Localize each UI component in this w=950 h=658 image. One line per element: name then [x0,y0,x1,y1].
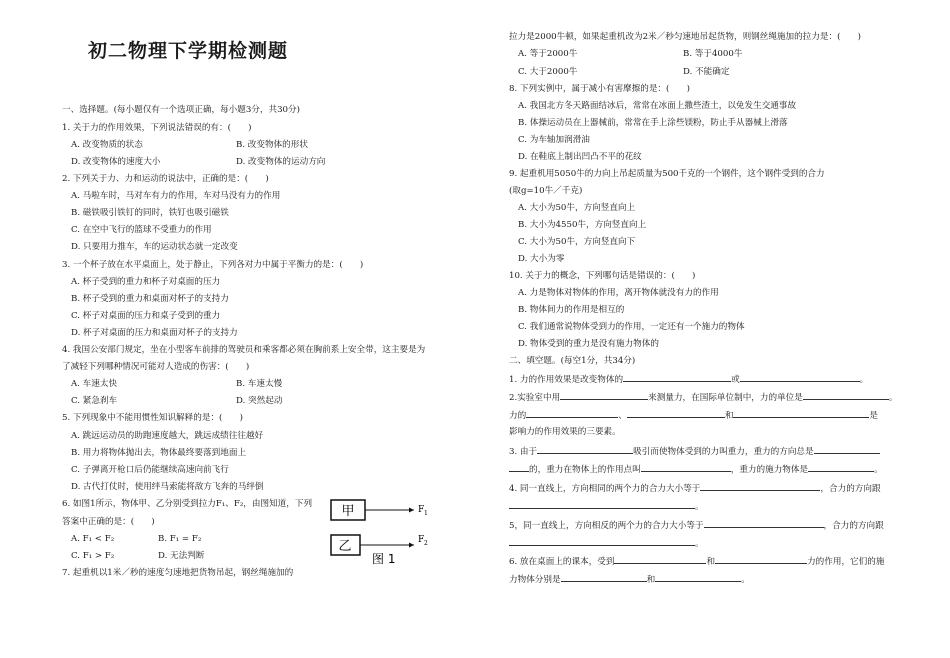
q4-option-d: D. 突然起动 [236,396,283,406]
q3-option-a: A. 杯子受到的重力和杯子对桌面的压力 [71,277,221,287]
fill-3 [509,444,880,458]
fill-2-text-e: 、 [618,411,627,421]
fill-2-blank-3[interactable] [526,408,618,418]
fill-1-text-b: 或 [731,375,740,385]
question-4: 4. 我国公安部门规定，坐在小型客车前排的驾驶员和乘客都必须在胸前系上安全带，这主要是为 [62,345,426,355]
fill-2-blank-1[interactable] [560,390,648,400]
q8-option-c: C. 为车轴加润滑油 [518,135,590,145]
q3-option-d: D. 杯子对桌面的压力和桌面对杯子的支持力 [71,328,238,338]
arrowhead-f2 [409,543,414,548]
q5-option-c: C. 子弹离开枪口后仍能继续高速向前飞行 [71,465,229,475]
q10-option-b: B. 物体间力的作用是相互的 [518,305,625,315]
fill-6-text-f: 。 [741,575,750,585]
q6-option-b: B. F₁ = F₂ [158,534,202,544]
fill-5-blank-1[interactable] [704,518,824,528]
fill-2-text-a: 2.实验室中用 [509,393,561,403]
q2-option-c: C. 在空中飞行的篮球不受重力的作用 [71,225,212,235]
q1-option-d: D. 改变物体的运动方向 [236,157,326,167]
q1-option-c: D. 改变物体的速度大小 [71,157,161,167]
fill-3-line-2 [509,462,883,476]
q1-option-b: B. 改变物体的形状 [236,140,308,150]
page-title: 初二物理下学期检测题 [88,40,289,62]
fill-3-text-d: ，重力的施力物体是 [730,465,809,475]
q6-option-c: C. F₁ > F₂ [71,551,115,561]
fill-3-blank-4[interactable] [808,462,874,472]
question-7: 7. 起重机以1米／秒的速度匀速地把货物吊起，钢丝绳施加的 [62,568,294,578]
question-5: 5. 下列现象中不能用惯性知识解释的是：( ) [62,413,243,423]
fill-6-text-c: 力的作用，它们的施 [807,557,885,567]
q9-option-a: A. 大小为50牛，方向竖直向上 [518,203,636,213]
fill-5-text-b: ，合力的方向跟 [823,521,884,531]
fill-1-blank-2[interactable] [740,372,860,382]
q6-option-d: D. 无法判断 [158,551,205,561]
fill-2-blank-2[interactable] [803,390,889,400]
fill-2-text-f: 和 [724,411,734,421]
fill-1-text-c: 。 [859,375,869,385]
q8-option-b: B. 体操运动员在上器械前，常常在手上涂些镁粉，防止手从器械上滑落 [518,118,788,128]
q5-option-d: D. 古代打仗时，使用绊马索能将敌方飞奔的马绊倒 [71,482,264,492]
q10-option-c: C. 我们通常说物体受到力的作用，一定还有一个施力的物体 [518,322,745,332]
question-8: 8. 下列实例中，属于减小有害摩擦的是：( ) [509,84,690,94]
question-1: 1. 关于力的作用效果，下列说法错误的有：( ) [62,123,252,133]
arrowhead-f1 [409,508,414,513]
question-7-continued: 拉力是2000牛顿，如果起重机改为2米／秒匀速地吊起货物，则钢丝绳施加的拉力是：( ) [509,32,862,42]
fill-6-text-d: 力物体分别是 [509,575,561,585]
q2-option-d: D. 只要用力推车，车的运动状态就一定改变 [71,242,238,252]
fill-1-blank-1[interactable] [623,372,731,382]
fill-4-text-a: 4. 同一直线上，方向相同的两个力的合力大小等于 [509,484,701,494]
fill-2-blank-5[interactable] [733,408,869,418]
question-10: 10. 关于力的概念，下列哪句话是错误的：( ) [509,271,696,281]
q3-option-b: B. 杯子受到的重力和桌面对杯子的支持力 [71,294,229,304]
figure-1 [330,497,430,567]
q5-option-b: B. 用力将物体抛出去，物体最终要落到地面上 [71,448,247,458]
q2-option-a: A. 马啦车时，马对车有力的作用，车对马没有力的作用 [71,191,281,201]
fill-5-text-a: 5，同一直线上，方向相反的两个力的合力大小等于 [509,521,704,531]
question-3: 3. 一个杯子放在水平桌面上，处于静止，下列各对力中属于平衡力的是：( ) [62,260,364,270]
question-4-line-2: 了减轻下列哪种情况可能对人造成的伤害：( ) [62,362,250,372]
force-f2-sub: 2 [424,540,428,547]
fill-6-blank-4[interactable] [655,572,741,582]
fill-3-blank-2-cont[interactable] [509,462,529,472]
fill-6 [509,554,884,568]
fill-5 [509,518,884,532]
q4-option-b: B. 车速太慢 [236,379,283,389]
question-9: 9. 起重机用5050牛的力向上吊起质量为500千克的一个钢件，这个钢件受到的合力 [509,169,825,179]
fill-2-text-b: 来测量力，在国际单位制中，力的单位是 [648,393,803,403]
fill-3-text-e: 。 [874,465,883,475]
fill-4-blank-2[interactable] [509,499,695,509]
q9-option-c: C. 大小为50牛，方向竖直向下 [518,237,636,247]
fill-1 [509,372,868,386]
fill-3-blank-3[interactable] [641,462,731,472]
fill-6-blank-2[interactable] [715,554,807,564]
q9-option-d: D. 大小为零 [518,254,565,264]
fill-4-line-2 [509,499,704,513]
fill-3-text-c: 的，重力在物体上的作用点叫 [529,465,641,475]
q7-option-d: D. 不能确定 [683,67,730,77]
q7-option-b: B. 等于4000牛 [683,49,743,59]
fill-4-blank-1[interactable] [700,481,820,491]
q10-option-a: A. 力是物体对物体的作用，离开物体就没有力的作用 [518,288,719,298]
question-9-note: (取g=10牛／千克) [509,186,583,196]
fill-5-text-c: 。 [695,539,704,549]
box-yi-label: 乙 [338,539,352,554]
question-6: 6. 如图1所示，物体甲、乙分别受到拉力F₁、F₂，由图知道，下列 [62,499,313,509]
fill-2-blank-4[interactable] [627,408,725,418]
q5-option-a: A. 跳远运动员的助跑速度越大，跳远成绩往往越好 [71,431,264,441]
force-f2-label: F [418,535,425,545]
fill-6-text-e: 和 [646,575,656,585]
fill-3-blank-2[interactable] [814,444,880,454]
q9-option-b: B. 大小为4550牛，方向竖直向上 [518,220,647,230]
q1-option-a: A. 改变物质的状态 [71,140,143,150]
fill-6-text-a: 6. 放在桌面上的课本，受到 [509,557,615,567]
q8-option-a: A. 我国北方冬天路面结冰后，常常在冰面上撒些渣土，以免发生交通事故 [518,101,797,111]
q3-option-c: C. 杯子对桌面的压力和桌子受到的重力 [71,311,221,321]
fill-2-line-3: 影响力的作用效果的三要素。 [509,427,621,437]
fill-3-text-b: 吸引而使物体受到的力叫重力，重力的方向总是 [633,447,814,457]
q8-option-d: D. 在鞋底上制出凹凸不平的花纹 [518,152,642,162]
fill-1-text-a: 1. 力的作用效果是改变物体的 [509,375,624,385]
force-f1-label: F [418,505,425,515]
fill-2-line-2 [509,408,878,422]
fill-5-blank-2[interactable] [509,536,695,546]
question-6-line-2: 答案中正确的是：( ) [62,517,155,527]
section-1-heading: 一、选择题。(每小题仅有一个选项正确，每小题3分，共30分) [62,105,300,115]
q6-option-a: A. F₁ < F₂ [71,534,115,544]
fill-4 [509,481,881,495]
fill-2-text-g: 是 [869,411,879,421]
q4-option-a: A. 车速太快 [71,379,118,389]
figure-caption: 图 1 [372,552,396,566]
fill-4-text-c: 。 [695,502,704,512]
force-f1-sub: 1 [424,510,428,517]
fill-6-blank-1[interactable] [614,554,706,564]
q7-option-c: C. 大于2000牛 [518,67,578,77]
fill-6-blank-3[interactable] [561,572,647,582]
fill-5-line-2 [509,536,704,550]
q7-option-a: A. 等于2000牛 [518,49,578,59]
fill-2-text-c: 。 [888,393,898,403]
q4-option-c: C. 紧急刹车 [71,396,118,406]
section-2-heading: 二、填空题。(每空1分，共34分) [509,356,636,366]
box-jia-label: 甲 [341,504,355,519]
fill-6-text-b: 和 [706,557,716,567]
fill-4-text-b: ，合力的方向跟 [820,484,881,494]
fill-6-line-2 [509,572,750,586]
q10-option-d: D. 物体受到的重力是没有施力物体的 [518,339,659,349]
fill-2-text-d: 力的 [509,411,527,421]
fill-2 [509,390,897,404]
fill-3-blank-1[interactable] [537,444,633,454]
question-2: 2. 下列关于力、力和运动的说法中，正确的是：( ) [62,174,269,184]
q2-option-b: B. 磁铁吸引铁钉的同时，铁钉也吸引磁铁 [71,208,229,218]
fill-3-text-a: 3. 由于 [509,447,538,457]
